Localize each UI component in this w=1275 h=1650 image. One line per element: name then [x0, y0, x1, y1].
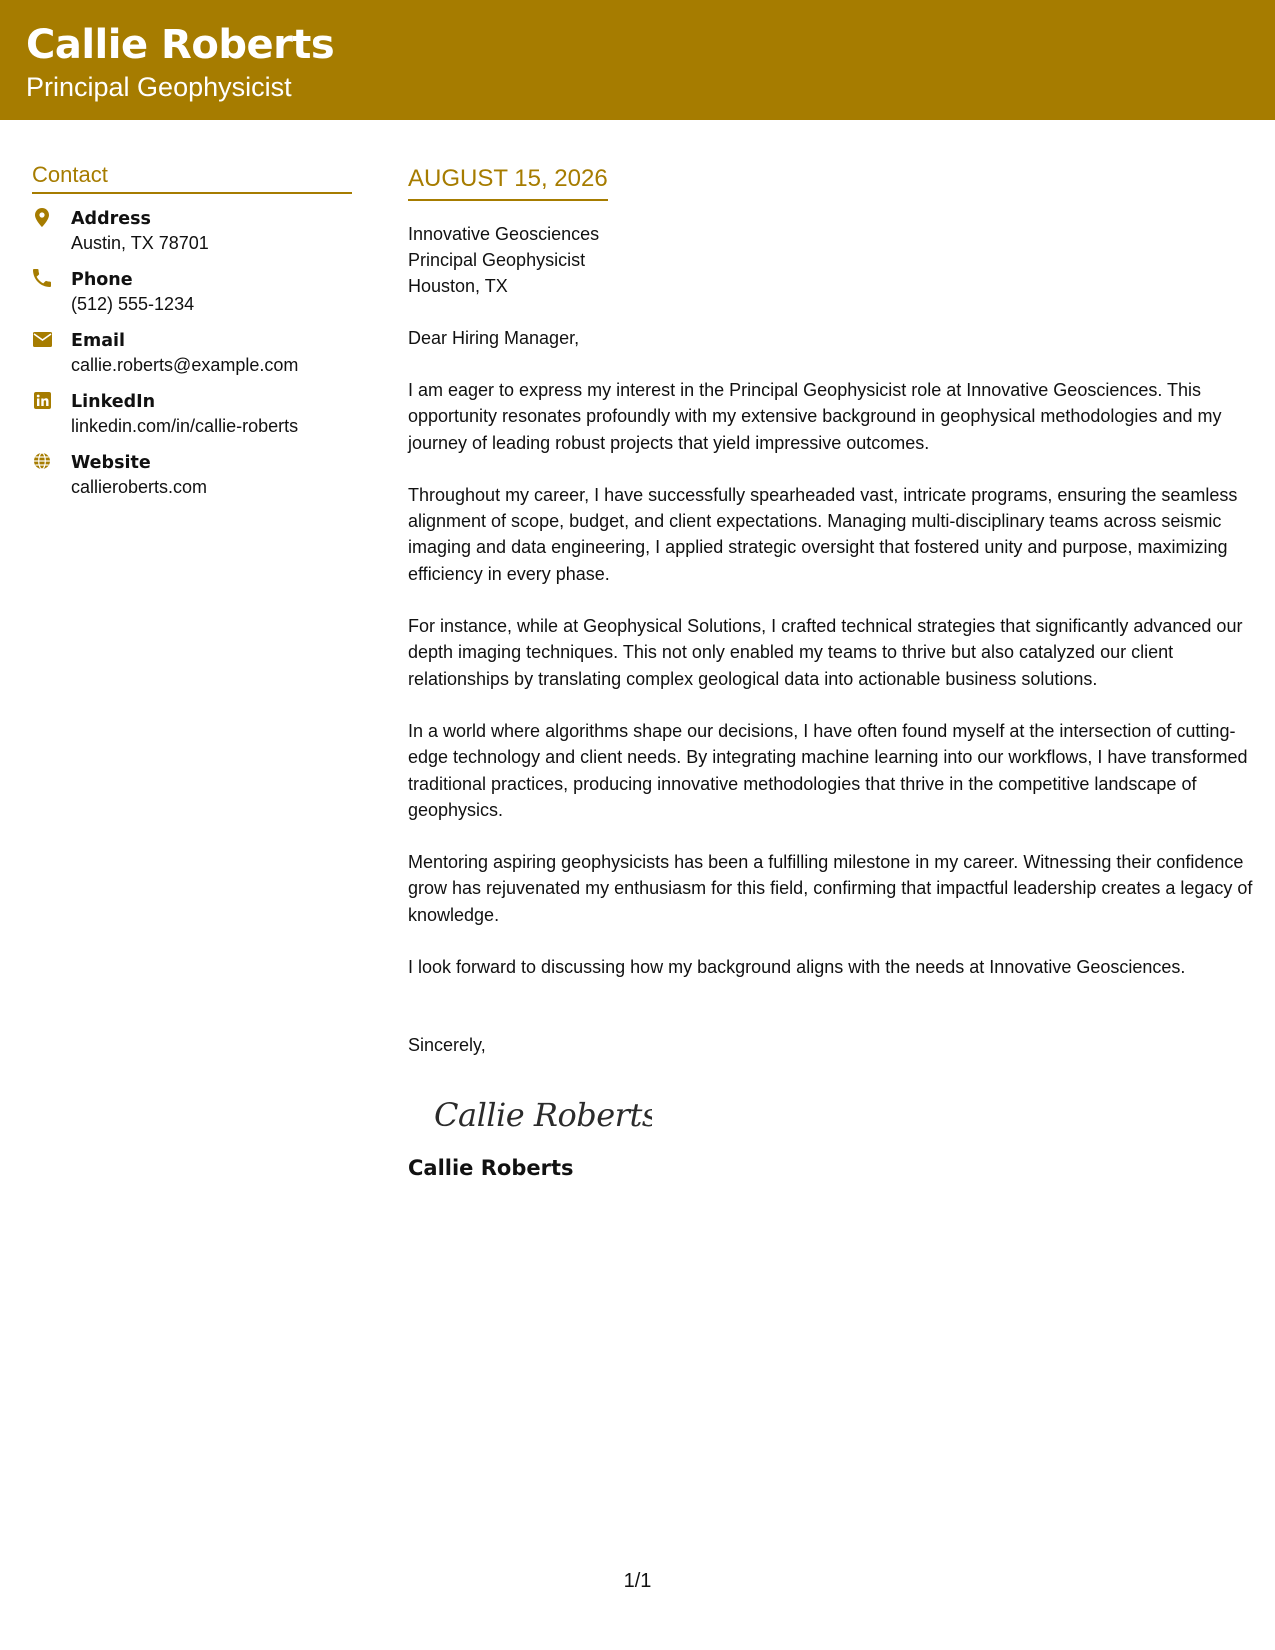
globe-icon [32, 451, 52, 471]
applicant-role: Principal Geophysicist [26, 72, 292, 102]
contact-label: Website [71, 453, 151, 473]
contact-label: Address [71, 209, 151, 229]
contact-section-title: Contact [32, 162, 352, 194]
signer-name: Callie Roberts [408, 1156, 574, 1181]
letter-paragraph: In a world where algorithms shape our decisions, I have often found myself at the intersection of cutting-edge technology and client needs. By integrating machine learning into our workflows, I have transformed traditional practices, producing innovative methodologies that thrive in the competitive landscape of geophysics. [408, 720, 1248, 820]
applicant-name: Callie Roberts [26, 22, 335, 68]
closing: Sincerely, [408, 1035, 486, 1056]
contact-value: Austin, TX 78701 [71, 233, 209, 253]
letter-paragraph: For instance, while at Geophysical Solutions, I crafted technical strategies that significantly advanced our depth imaging techniques. This not only enabled my teams to thrive but also catalyzed our client relationships by translating complex geological data into actionable business solutions. [408, 616, 1243, 689]
recipient-company: Innovative Geosciences [408, 224, 600, 244]
letter-paragraph: Mentoring aspiring geophysicists has been a fulfilling milestone in my career. Witnessing their confidence grow has rejuvenated my enthusiasm for this field, confirming that impactful leadership creates a legacy of knowledge. [408, 852, 1253, 925]
letter-paragraph: I am eager to express my interest in the Principal Geophysicist role at Innovative Geosciences. This opportunity resonates profoundly with my extensive background in geophysical methodologies and my journey of leading robust projects that yield impressive outcomes. [408, 380, 1222, 453]
contact-label: LinkedIn [71, 392, 156, 412]
contact-item-phone [32, 268, 352, 316]
salutation: Dear Hiring Manager, [408, 328, 580, 348]
contact-label: Email [71, 331, 125, 351]
contact-value: linkedin.com/in/callie-roberts [71, 416, 299, 436]
recipient-block [408, 221, 1253, 299]
envelope-icon [32, 329, 52, 349]
handwritten-signature [432, 1084, 1253, 1144]
linkedin-icon [32, 390, 52, 410]
contact-item-address [32, 207, 352, 255]
letter-body [408, 165, 1253, 1180]
signature-text: Callie Roberts [434, 1096, 652, 1135]
contact-sidebar [32, 162, 352, 499]
contact-value: (512) 555-1234 [71, 294, 195, 314]
contact-item-linkedin [32, 390, 352, 438]
page-number: 1/1 [623, 1570, 652, 1592]
letter-date: AUGUST 15, 2026 [408, 165, 608, 201]
phone-icon [32, 268, 52, 288]
contact-value: callie.roberts@example.com [71, 355, 299, 375]
recipient-location: Houston, TX [408, 276, 508, 296]
contact-value: callieroberts.com [71, 477, 208, 497]
map-pin-icon [32, 207, 52, 227]
contact-item-email [32, 329, 352, 377]
contact-item-website [32, 451, 352, 499]
contact-label: Phone [71, 270, 133, 290]
recipient-position: Principal Geophysicist [408, 250, 586, 270]
letter-paragraph: Throughout my career, I have successfully spearheaded vast, intricate programs, ensuring the seamless alignment of scope, budget, and client expectations. Managing multi-disciplinary teams across seismic imaging and data engineering, I applied strategic oversight that fostered unity and purpose, maximizing efficiency in every phase. [408, 484, 1238, 584]
letter-paragraph: I look forward to discussing how my background aligns with the needs at Innovative Geosciences. [408, 957, 1186, 978]
header-banner [0, 0, 1275, 120]
